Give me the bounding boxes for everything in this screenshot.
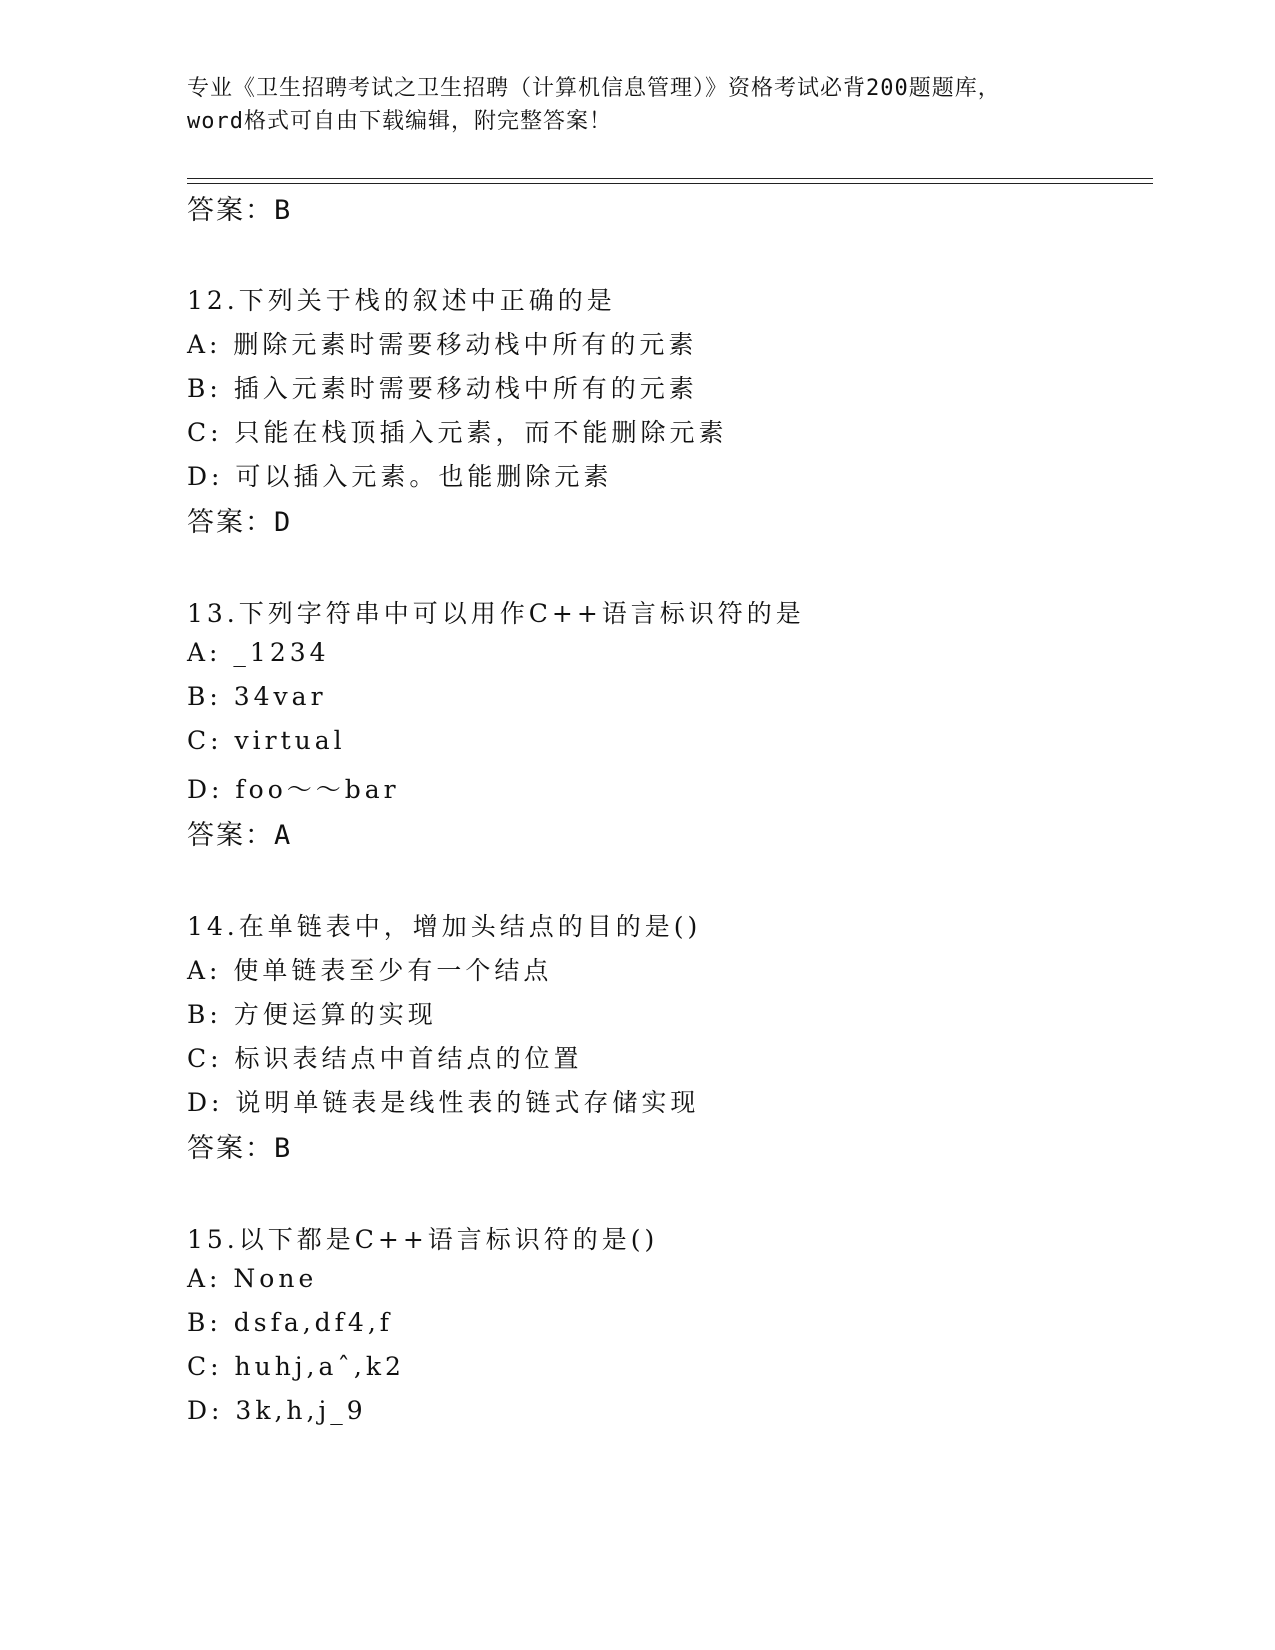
header-line-1: 专业《卫生招聘考试之卫生招聘（计算机信息管理）》资格考试必背200题题库， — [187, 76, 1001, 101]
question-title: 13.下列字符串中可以用作C++语言标识符的是 — [187, 599, 805, 628]
question-title: 15.以下都是C++语言标识符的是() — [187, 1225, 659, 1254]
option-a: A: 使单链表至少有一个结点 — [187, 956, 553, 985]
header-divider-top — [187, 178, 1153, 179]
option-a: A: None — [187, 1264, 318, 1293]
option-d: D: 3k,h,j_9 — [187, 1396, 367, 1425]
question-title: 14.在单链表中，增加头结点的目的是() — [187, 912, 702, 941]
option-c: C: huhj,aˆ,k2 — [187, 1352, 405, 1381]
option-c: C: 标识表结点中首结点的位置 — [187, 1044, 583, 1073]
document-header — [187, 72, 1087, 138]
option-c: C: virtual — [187, 726, 346, 755]
option-c: C: 只能在栈顶插入元素，而不能删除元素 — [187, 418, 728, 447]
question-title: 12.下列关于栈的叙述中正确的是 — [187, 286, 616, 315]
option-b: B: 方便运算的实现 — [187, 1000, 437, 1029]
answer-line: 答案：B — [187, 195, 293, 226]
option-d: D: 说明单链表是线性表的链式存储实现 — [187, 1088, 700, 1117]
option-a: A: 删除元素时需要移动栈中所有的元素 — [187, 330, 698, 359]
header-divider-bottom — [187, 183, 1153, 184]
header-line-2: word格式可自由下载编辑，附完整答案！ — [187, 109, 612, 134]
option-b: B: 插入元素时需要移动栈中所有的元素 — [187, 374, 698, 403]
answer-line: 答案：A — [187, 820, 293, 851]
answer-line: 答案：D — [187, 507, 293, 538]
option-d: D: 可以插入元素。也能删除元素 — [187, 462, 613, 491]
option-b: B: 34var — [187, 682, 327, 711]
option-a: A: _1234 — [187, 638, 330, 667]
option-b: B: dsfa,df4,f — [187, 1308, 394, 1337]
answer-line: 答案：B — [187, 1133, 293, 1164]
option-d: D: foo～～bar — [187, 775, 400, 804]
